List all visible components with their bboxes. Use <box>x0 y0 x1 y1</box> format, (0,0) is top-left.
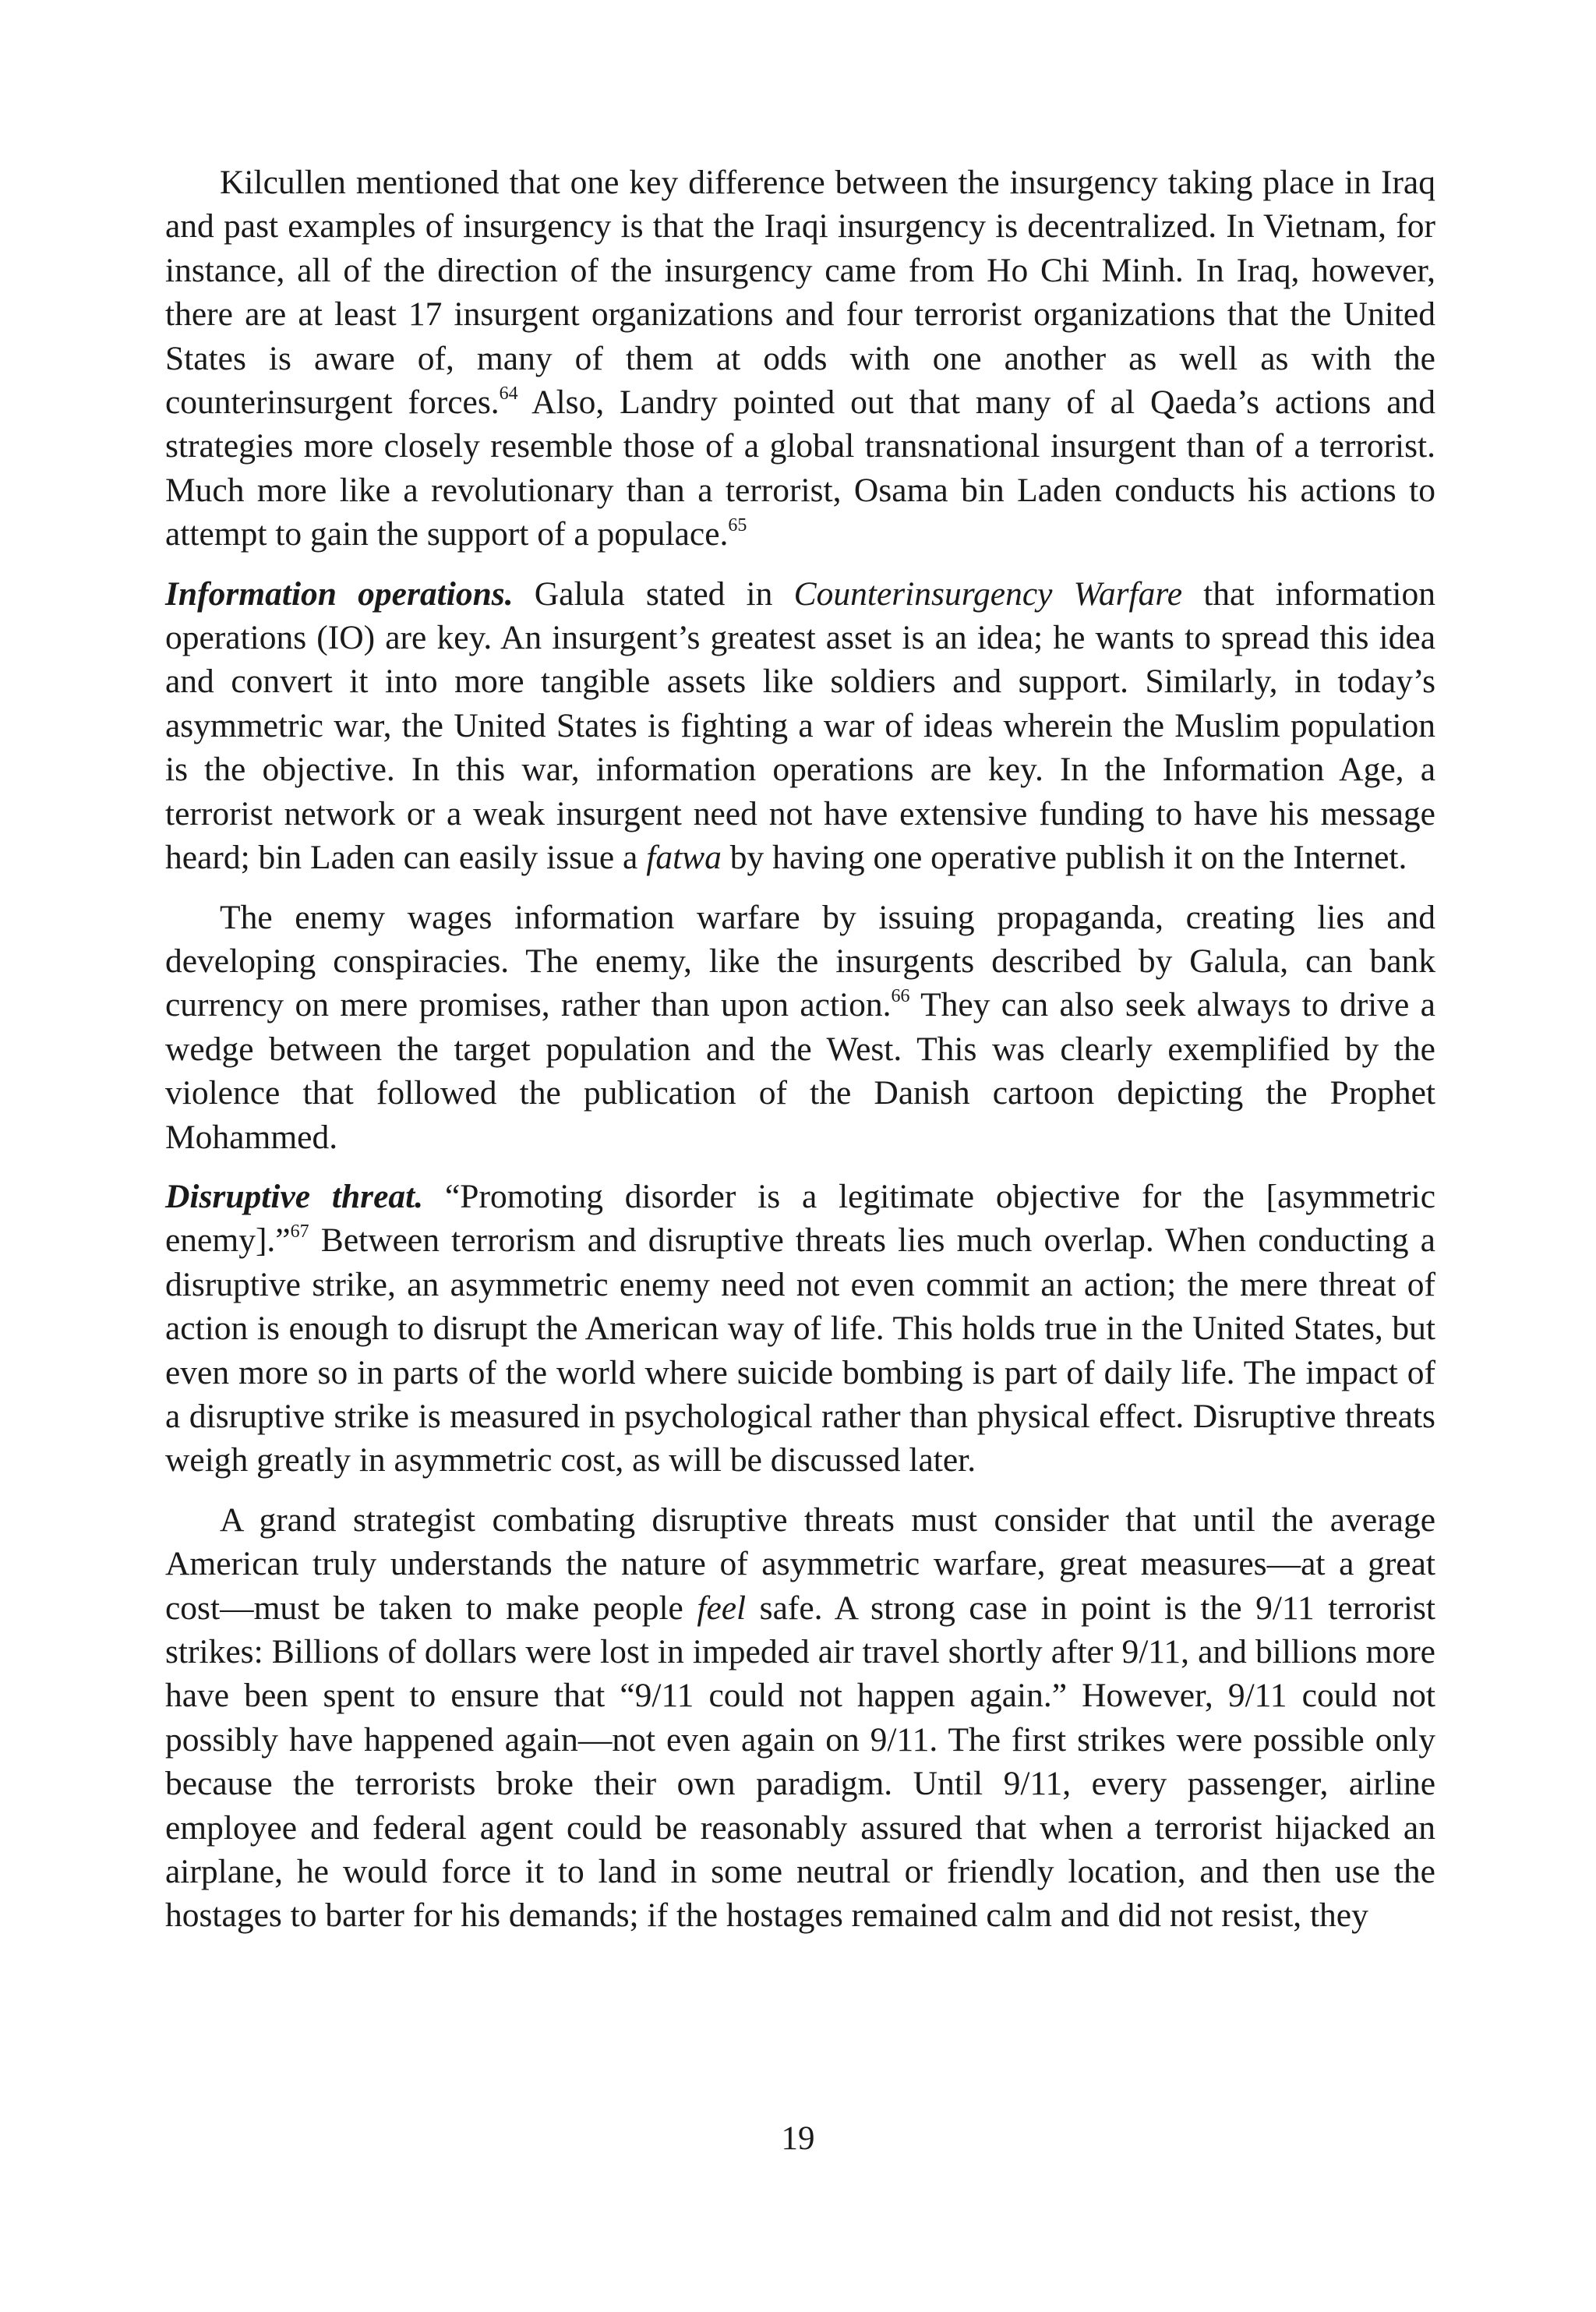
paragraph-grand-strategist <box>165 1498 1435 1938</box>
text-run: that information operations (IO) are key. An insurgent’s greatest asset is an idea; he wants to spread this idea and convert it into more tangible assets like soldiers and support. Similarly, in today’s asymmetric war, the United States is fighting a war of ideas wherein the Muslim population is the objective. In this war, information operations are key. In the Information Age, a terrorist network or a weak insurgent need not have extensive funding to have his message heard; bin Laden can easily issue a <box>165 574 1435 877</box>
section-heading-information-operations: Information operations. <box>165 574 514 613</box>
footnote-ref-66: 66 <box>891 986 910 1007</box>
text-run: Between terrorism and disruptive threats lies much overlap. When conducting a disruptive strike, an asymmetric enemy need not even commit an action; the mere threat of action is enough to disrupt the American way of life. This holds true in the United States, but even more so in parts of the world where suicide bombing is part of daily life. The impact of a disruptive strike is measured in psychological rather than physical effect. Disruptive threats weigh greatly in asymmetric cost, as will be discussed later. <box>165 1221 1435 1479</box>
footnote-ref-64: 64 <box>499 384 518 405</box>
book-title: Counterinsurgency Warfare <box>793 574 1182 613</box>
text-run: Kilcullen mentioned that one key difference between the insurgency taking place in Iraq and past examples of insurgency is that the Iraqi insurgency is decentralized. In Vietnam, for instance, all of the direction of the insurgency came from Ho Chi Minh. In Iraq, however, there are at least 17 insurgent organizations and four terrorist organizations that the United States is aware of, many of them at odds with one another as well as with the counterinsurgent forces. <box>165 164 1435 422</box>
text-run: by having one operative publish it on the Internet. <box>721 839 1407 877</box>
text-run: Also, Landry pointed out that many of al Qaeda’s actions and strategies more closely resemble those of a global transnational insurgent than of a terrorist. Much more like a revolutionary than a terrorist, Osama bin Laden conducts his actions to attempt to gain the support of a populace. <box>165 384 1435 553</box>
text-run: They can also seek always to drive a wedge between the target population and the West. This was clearly exemplified by the violence that followed the publication of the Danish cartoon depicting the Prophet Mohammed. <box>165 986 1435 1156</box>
text-run: safe. A strong case in point is the 9/11 terrorist strikes: Billions of dollars were lost in impeded air travel shortly after 9/11, and billions more have been spent to ensure that “9/11 could not happen again.” However, 9/11 could not possibly have happened again—not even again on 9/11. The first strikes were possible only because the terrorists broke their own paradigm. Until 9/11, every passenger, airline employee and federal agent could be reasonably assured that when a terrorist hijacked an airplane, he would force it to land in some neutral or friendly location, and then use the hostages to barter for his demands; if the hostages remained calm and did not resist, they <box>165 1589 1435 1935</box>
text-run: Galula stated in <box>513 574 794 613</box>
section-heading-disruptive-threat: Disruptive threat. <box>165 1177 424 1215</box>
paragraph-enemy-warfare <box>165 896 1435 1159</box>
italic-term: feel <box>697 1589 747 1627</box>
body-text <box>165 161 1435 1953</box>
footnote-ref-65: 65 <box>728 515 747 536</box>
paragraph-information-operations <box>165 572 1435 880</box>
footnote-ref-67: 67 <box>290 1221 309 1243</box>
paragraph-kilcullen <box>165 161 1435 557</box>
text-run: A grand strategist combating disruptive threats must consider that until the average American truly understands the nature of asymmetric warfare, great measures—at a great cost—must be taken to make people <box>165 1501 1435 1627</box>
text-run: “Promoting disorder is a legitimate objective for the [asymmetric enemy].” <box>165 1177 1435 1260</box>
page-number: 19 <box>781 2120 815 2157</box>
italic-term: fatwa <box>646 839 722 877</box>
paragraph-disruptive-threat <box>165 1175 1435 1483</box>
text-run: The enemy wages information warfare by issuing propaganda, creating lies and developing conspiracies. The enemy, like the insurgents described by Galula, can bank currency on mere promises, rather than upon action. <box>165 898 1435 1024</box>
